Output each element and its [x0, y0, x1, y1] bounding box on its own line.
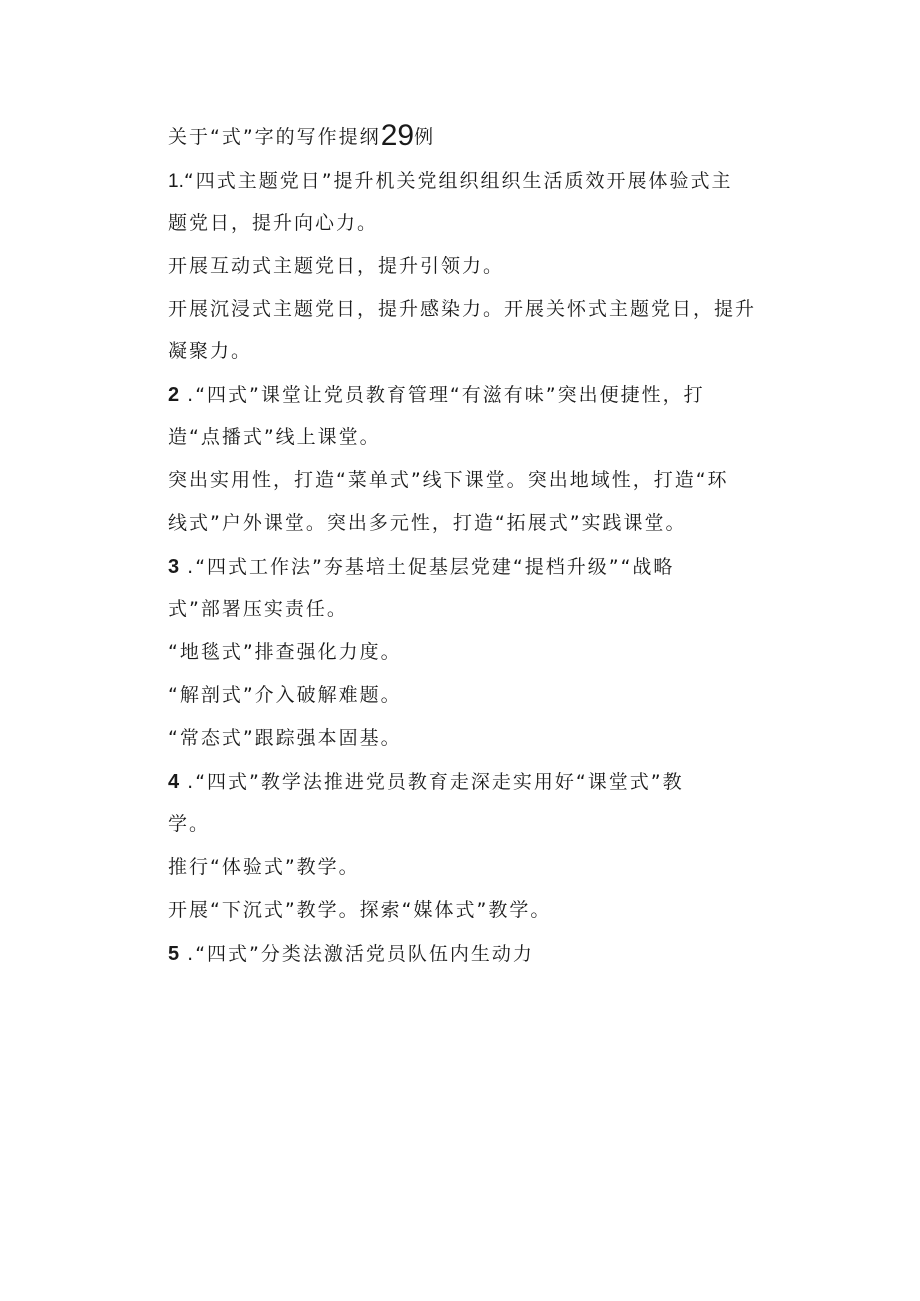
text-line — [168, 385, 705, 405]
line-text: “常态式”跟踪强本固基。 — [168, 727, 402, 749]
line-text: “解剖式”介入破解难题。 — [168, 684, 402, 706]
line-text: 学。 — [168, 813, 211, 835]
line-text: 突出实用性，打造“菜单式”线下课堂。突出地域性，打造“环 — [168, 469, 729, 491]
text-line — [168, 815, 210, 834]
line-text: 造“点播式”线上课堂。 — [168, 426, 381, 448]
line-text: 开展互动式主题党日，提升引领力。 — [168, 255, 505, 277]
line-text: “地毯式”排查强化力度。 — [168, 641, 402, 663]
text-line — [168, 471, 729, 490]
item-number: 1. — [168, 171, 184, 192]
text-line — [168, 300, 756, 319]
title-number: 29 — [380, 119, 415, 152]
line-text: 线式”户外课堂。突出多元性，打造“拓展式”实践课堂。 — [168, 512, 687, 534]
item-number: 2 — [168, 384, 180, 406]
line-text: “四式主题党日”提升机关党组织组织生活质效开展体验式主 — [183, 170, 733, 192]
text-line — [168, 214, 378, 233]
text-line — [168, 901, 551, 920]
line-text: 推行“体验式”教学。 — [168, 856, 360, 878]
line-text: 开展“下沉式”教学。探索“媒体式”教学。 — [168, 899, 552, 921]
text-line — [168, 729, 402, 748]
title-prefix: 关于“式”字的写作提纲 — [168, 126, 381, 148]
text-line — [168, 600, 348, 619]
line-text: .“四式”分类法激活党员队伍内生动力 — [179, 943, 534, 965]
line-text: 题党日，提升向心力。 — [168, 212, 379, 234]
item-number: 3 — [168, 556, 180, 578]
line-text: 开展沉浸式主题党日，提升感染力。开展关怀式主题党日，提升 — [168, 298, 757, 320]
line-text: 式”部署压实责任。 — [168, 598, 348, 620]
text-line — [168, 944, 534, 964]
item-number: 4 — [168, 771, 180, 793]
text-line — [168, 257, 504, 276]
line-text: .“四式”教学法推进党员教育走深走实用好“课堂式”教 — [179, 771, 684, 793]
document-title — [168, 121, 435, 151]
text-line — [168, 514, 687, 533]
item-number: 5 — [168, 943, 180, 965]
line-text: .“四式工作法”夯基培土促基层党建“提档升级”“战略 — [179, 556, 675, 578]
text-line — [168, 557, 674, 577]
text-line — [168, 858, 360, 877]
line-text: .“四式”课堂让党员教育管理“有滋有味”突出便捷性，打 — [179, 384, 705, 406]
line-text: 凝聚力。 — [168, 340, 253, 362]
text-line — [168, 342, 252, 361]
text-line — [168, 428, 381, 447]
text-line — [168, 172, 733, 191]
text-line — [168, 772, 684, 792]
text-line — [168, 643, 402, 662]
text-line — [168, 686, 402, 705]
title-suffix: 例 — [414, 126, 436, 148]
